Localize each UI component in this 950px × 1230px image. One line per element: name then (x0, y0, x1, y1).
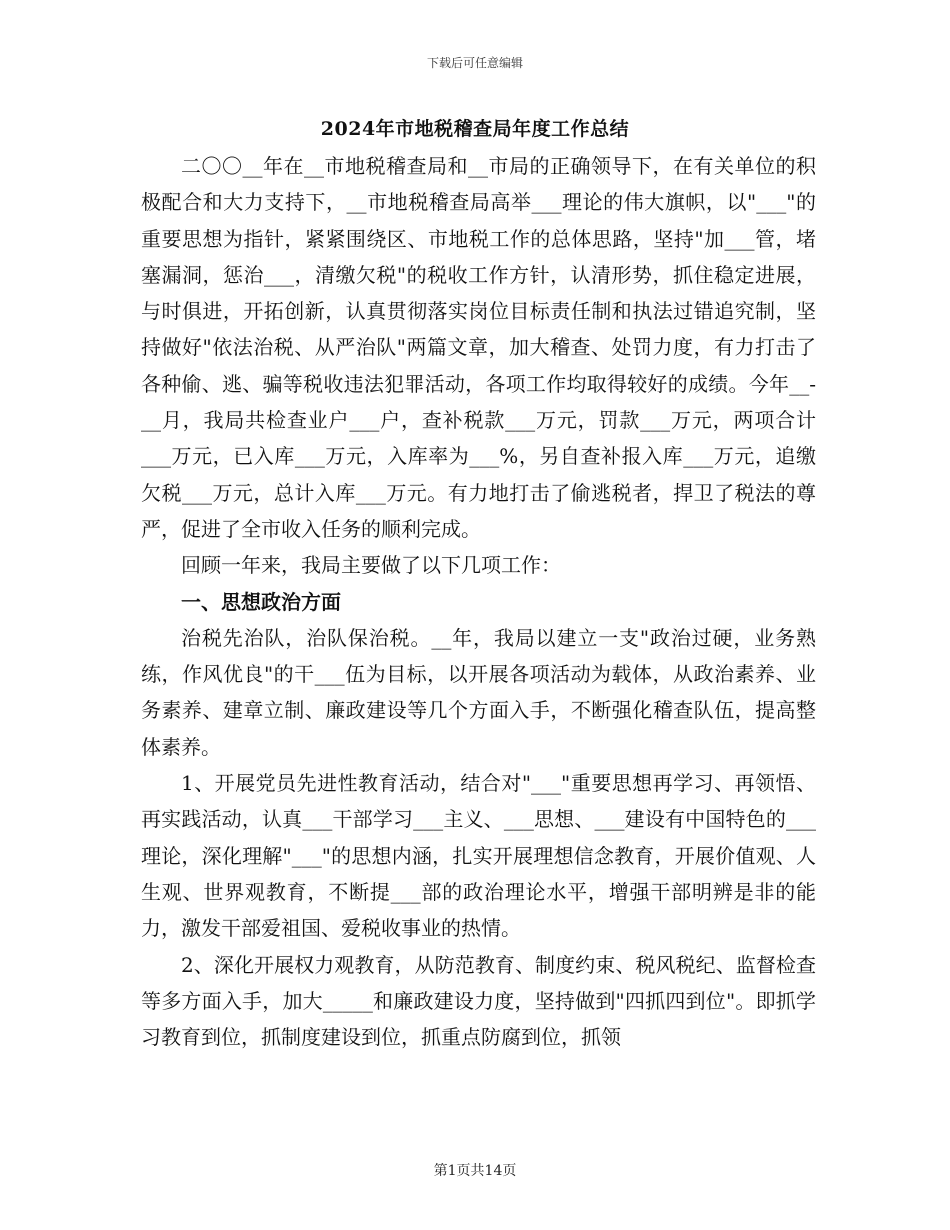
document-title: 2024年市地税稽查局年度工作总结 (320, 118, 630, 140)
paragraph-intro: 二〇〇__年在__市地税稽查局和__市局的正确领导下，在有关单位的积极配合和大力支持下，__市地税稽查局高举___理论的伟大旗帜，以"___"的重要思想为指针，紧紧围绕区、市地税工作的总体思路，坚持"加___管，堵塞漏洞，惩治___，清缴欠税"的税收工作方针，认清形势，抓住稳定进展，与时俱进，开拓创新，认真贯彻落实岗位目标责任制和执法过错追究制，坚持做好"依法治税、从严治队"两篇文章，加大稽查、处罚力度，有力打击了各种偷、逃、骗等税收违法犯罪活动，各项工作均取得较好的成绩。今年__-__月，我局共检查业户___户，查补税款___万元，罚款___万元，两项合计___万元，已入库___万元，入库率为___%，另自查补报入库___万元，追缴欠税___万元，总计入库___万元。有力地打击了偷逃税者，捍卫了税法的尊严，促进了全市收入任务的顺利完成。 (141, 154, 816, 541)
page-header-note: 下载后可任意编辑 (426, 56, 523, 70)
document-body (141, 148, 816, 1055)
page-footer-number: 第1页共14页 (433, 1163, 517, 1179)
paragraph-review: 回顾一年来，我局主要做了以下几项工作： (181, 553, 561, 578)
section-heading-political: 一、思想政治方面 (181, 589, 341, 614)
paragraph-item-1: 1、开展党员先进性教育活动，结合对"___"重要思想再学习、再领悟、再实践活动，认真___干部学习___主义、___思想、___建设有中国特色的___理论，深化理解"___"的思想内涵，扎实开展理想信念教育，开展价值观、人生观、世界观教育，不断提___部的政治理论水平，增强干部明辨是非的能力，激发干部爱祖国、爱税收事业的热情。 (141, 771, 816, 941)
paragraph-item-2: 2、深化开展权力观教育，从防范教育、制度约束、税风税纪、监督检查等多方面入手，加大_____和廉政建设力度，坚持做到"四抓四到位"。即抓学习教育到位，抓制度建设到位，抓重点防腐到位，抓领 (141, 952, 816, 1050)
paragraph-team-building: 治税先治队，治队保治税。__年，我局以建立一支"政治过硬，业务熟练，作风优良"的干___伍为目标，以开展各项活动为载体，从政治素养、业务素养、建章立制、廉政建设等几个方面入手，不断强化稽查队伍，提高整体素养。 (141, 625, 816, 759)
